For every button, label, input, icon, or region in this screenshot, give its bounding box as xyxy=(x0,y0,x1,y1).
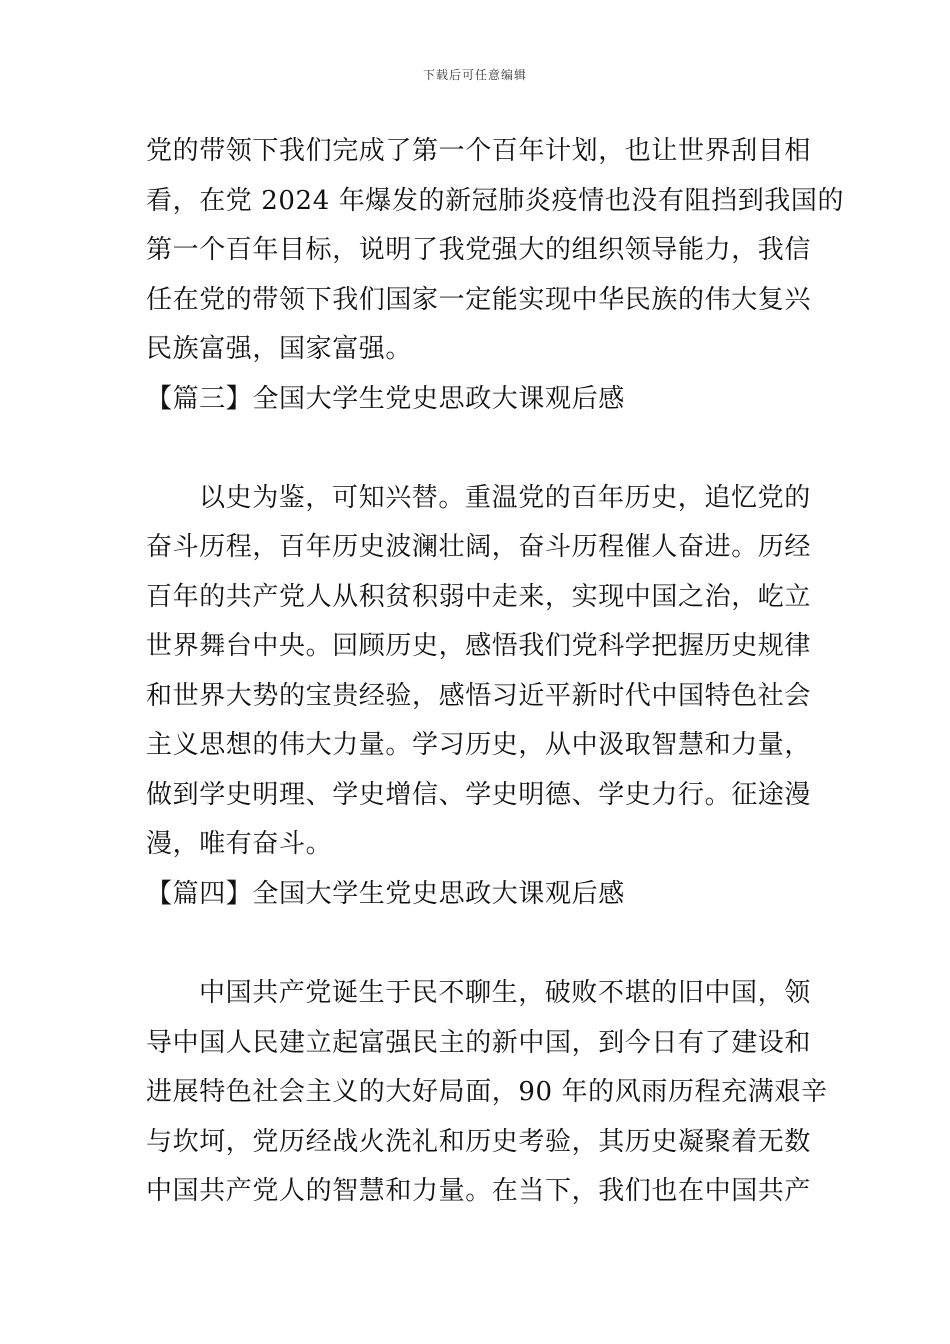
text-line: 做到学史明理、学史增信、学史明德、学史力行。征途漫 xyxy=(146,780,812,810)
text-line: 奋斗历程，百年历史波澜壮阔，奋斗历程催人奋进。历经 xyxy=(146,532,812,562)
text-line: 第一个百年目标，说明了我党强大的组织领导能力，我信 xyxy=(146,235,812,265)
text-line: 任在党的带领下我们国家一定能实现中华民族的伟大复兴 xyxy=(146,285,812,315)
download-note: 下载后可任意编辑 xyxy=(422,68,527,82)
section-heading-3: 【篇三】全国大学生党史思政大课观后感 xyxy=(146,384,625,414)
text-line: 以史为鉴，可知兴替。重温党的百年历史，追忆党的 xyxy=(199,483,811,513)
text-line: 主义思想的伟大力量。学习历史，从中汲取智慧和力量， xyxy=(146,730,812,760)
text-line: 世界舞台中央。回顾历史，感悟我们党科学把握历史规律 xyxy=(146,631,812,661)
text-line: 导中国人民建立起富强民主的新中国，到今日有了建设和 xyxy=(146,1028,812,1058)
section-heading-4: 【篇四】全国大学生党史思政大课观后感 xyxy=(146,879,625,909)
text-line: 党的带领下我们完成了第一个百年计划，也让世界刮目相 xyxy=(146,136,812,166)
text-line: 看，在党 2024 年爆发的新冠肺炎疫情也没有阻挡到我国的 xyxy=(146,186,845,216)
text-line: 中国共产党诞生于民不聊生，破败不堪的旧中国，领 xyxy=(199,978,811,1008)
text-line: 与坎坷，党历经战火洗礼和历史考验，其历史凝聚着无数 xyxy=(146,1127,812,1157)
text-line: 民族富强，国家富强。 xyxy=(146,334,413,364)
text-line: 进展特色社会主义的大好局面，90 年的风雨历程充满艰辛 xyxy=(146,1077,828,1107)
text-line: 漫，唯有奋斗。 xyxy=(146,829,333,859)
text-line: 中国共产党人的智慧和力量。在当下，我们也在中国共产 xyxy=(146,1176,812,1206)
text-line: 百年的共产党人从积贫积弱中走来，实现中国之治，屹立 xyxy=(146,582,812,612)
text-line: 和世界大势的宝贵经验，感悟习近平新时代中国特色社会 xyxy=(146,681,812,711)
